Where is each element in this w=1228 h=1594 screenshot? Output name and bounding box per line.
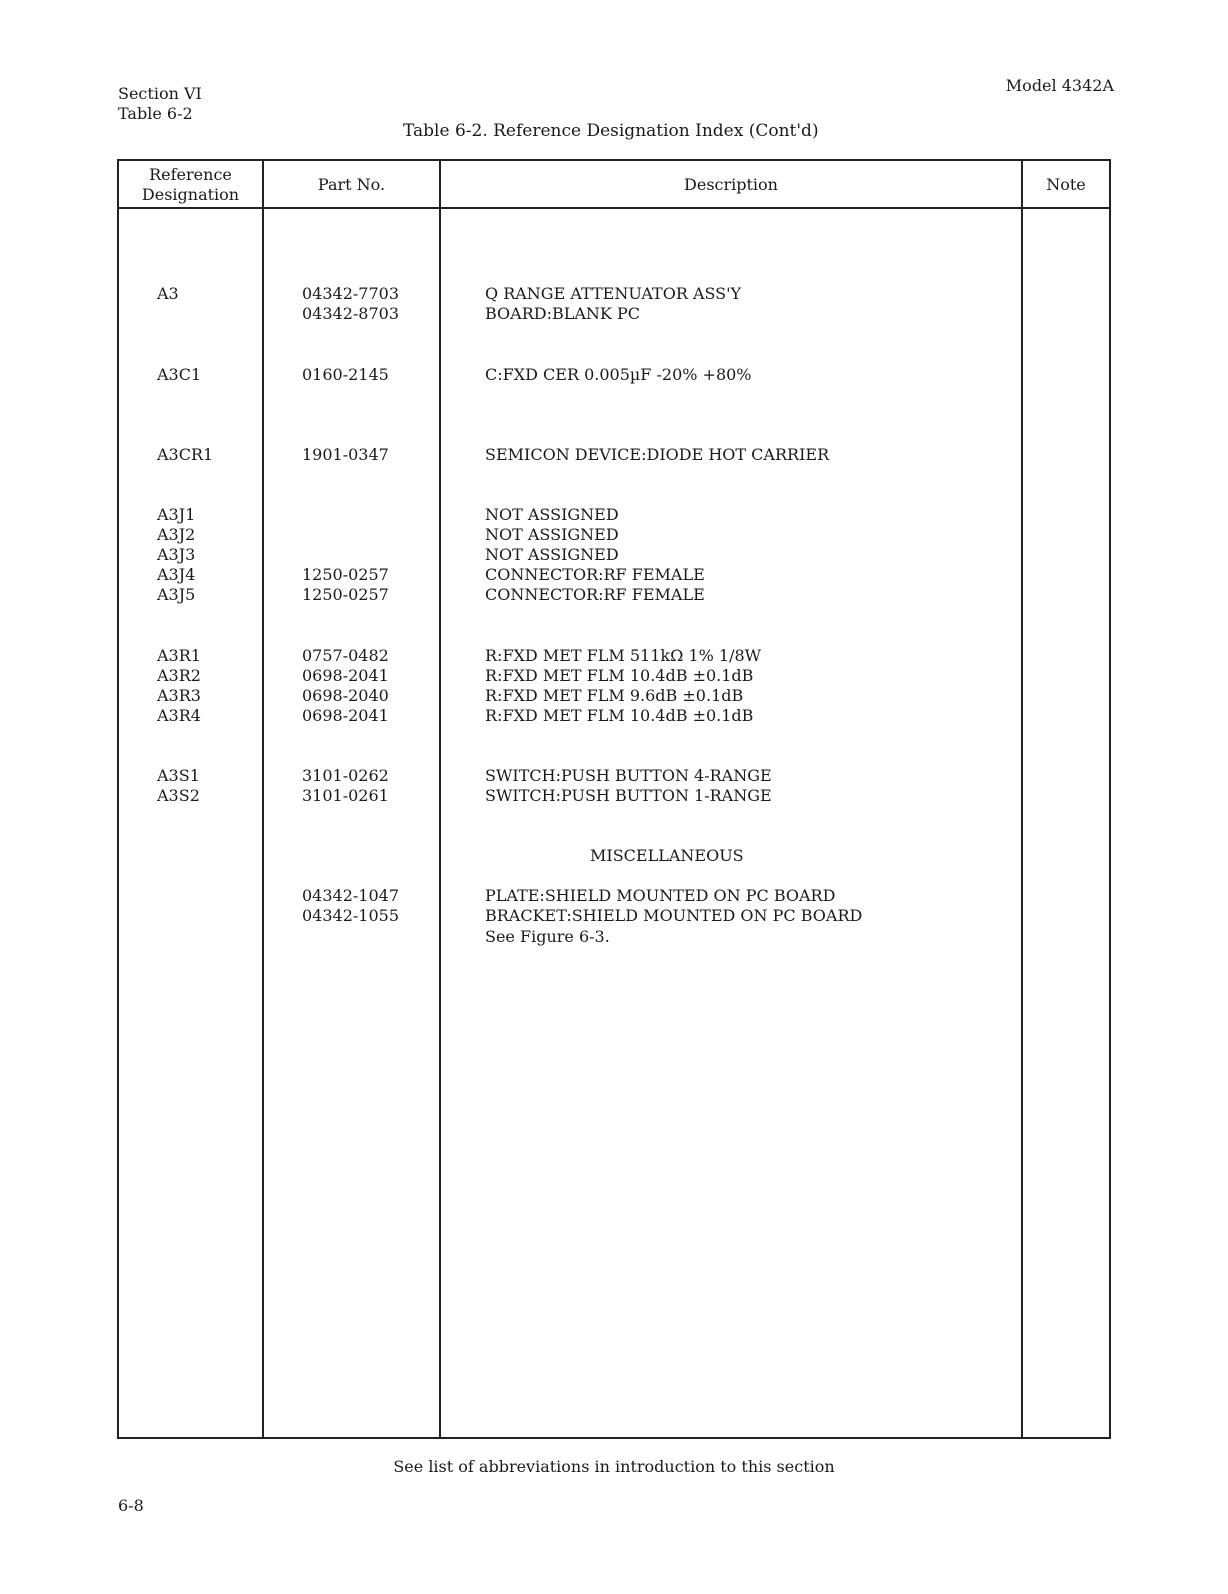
table-row-part: 0698-2041	[302, 666, 389, 685]
table-title: Table 6-2. Reference Designation Index (Cont'd)	[403, 121, 819, 141]
col-header-description: Description	[684, 175, 778, 194]
table-row-desc: R:FXD MET FLM 10.4dB ±0.1dB	[485, 666, 754, 685]
table-row-ref: A3J1	[157, 505, 196, 524]
table-row-desc: R:FXD MET FLM 10.4dB ±0.1dB	[485, 706, 754, 725]
table-row-desc: CONNECTOR:RF FEMALE	[485, 585, 705, 604]
table-row-ref: A3R1	[157, 646, 201, 665]
table-row-ref: A3S2	[157, 786, 200, 805]
page-number: 6-8	[118, 1496, 144, 1515]
col-header-note: Note	[1046, 175, 1086, 194]
table-row-part: 1250-0257	[302, 565, 389, 584]
misc-heading: MISCELLANEOUS	[590, 846, 744, 865]
column-divider	[439, 161, 441, 1437]
table-row-part: 0160-2145	[302, 365, 389, 384]
section-label: Section VI	[118, 84, 202, 103]
table-row-ref: A3J5	[157, 585, 196, 604]
table-row-desc: C:FXD CER 0.005µF -20% +80%	[485, 365, 752, 384]
table-row-ref: A3R2	[157, 666, 201, 685]
table-row-part: 3101-0262	[302, 766, 389, 785]
table-row-ref: A3S1	[157, 766, 200, 785]
table-row-desc: BOARD:BLANK PC	[485, 304, 640, 323]
table-row-ref: A3CR1	[157, 445, 214, 464]
col-header-part-no: Part No.	[317, 175, 386, 194]
col-header-reference: Reference Designation	[141, 165, 240, 204]
header-divider	[119, 207, 1109, 209]
table-row-ref: A3C1	[157, 365, 202, 384]
table-row-part: 0698-2041	[302, 706, 389, 725]
table-row-desc: See Figure 6-3.	[485, 927, 610, 946]
table-row-part: 1901-0347	[302, 445, 389, 464]
table-row-desc: SWITCH:PUSH BUTTON 4-RANGE	[485, 766, 772, 785]
table-row-part: 3101-0261	[302, 786, 389, 805]
model-label: Model 4342A	[1005, 76, 1114, 95]
table-row-part: 04342-8703	[302, 304, 400, 323]
table-row-desc: NOT ASSIGNED	[485, 505, 619, 524]
table-row-desc: R:FXD MET FLM 9.6dB ±0.1dB	[485, 686, 744, 705]
table-row-desc: NOT ASSIGNED	[485, 525, 619, 544]
table-row-desc: SEMICON DEVICE:DIODE HOT CARRIER	[485, 445, 830, 464]
footer-note: See list of abbreviations in introduction to this section	[393, 1457, 835, 1476]
table-row-ref: A3J4	[157, 565, 196, 584]
table-row-part: 0757-0482	[302, 646, 389, 665]
table-row-desc: PLATE:SHIELD MOUNTED ON PC BOARD	[485, 886, 836, 905]
table-row-part: 04342-1055	[302, 906, 400, 925]
table-row-desc: R:FXD MET FLM 511kΩ 1% 1/8W	[485, 646, 762, 665]
table-row-part: 04342-1047	[302, 886, 400, 905]
table-row-desc: CONNECTOR:RF FEMALE	[485, 565, 705, 584]
table-row-part: 1250-0257	[302, 585, 389, 604]
table-row-desc: BRACKET:SHIELD MOUNTED ON PC BOARD	[485, 906, 863, 925]
table-row-ref: A3R4	[157, 706, 201, 725]
section-header	[118, 84, 202, 124]
table-row-ref: A3J3	[157, 545, 196, 564]
table-row-ref: A3J2	[157, 525, 196, 544]
table-row-desc: NOT ASSIGNED	[485, 545, 619, 564]
column-divider	[1021, 161, 1023, 1437]
table-row-desc: SWITCH:PUSH BUTTON 1-RANGE	[485, 786, 772, 805]
table-row-ref: A3R3	[157, 686, 201, 705]
table-row-ref: A3	[157, 284, 179, 303]
column-divider	[262, 161, 264, 1437]
table-row-part: 04342-7703	[302, 284, 400, 303]
table-ref-label: Table 6-2	[118, 104, 193, 123]
table-row-part: 0698-2040	[302, 686, 389, 705]
table-row-desc: Q RANGE ATTENUATOR ASS'Y	[485, 284, 742, 303]
